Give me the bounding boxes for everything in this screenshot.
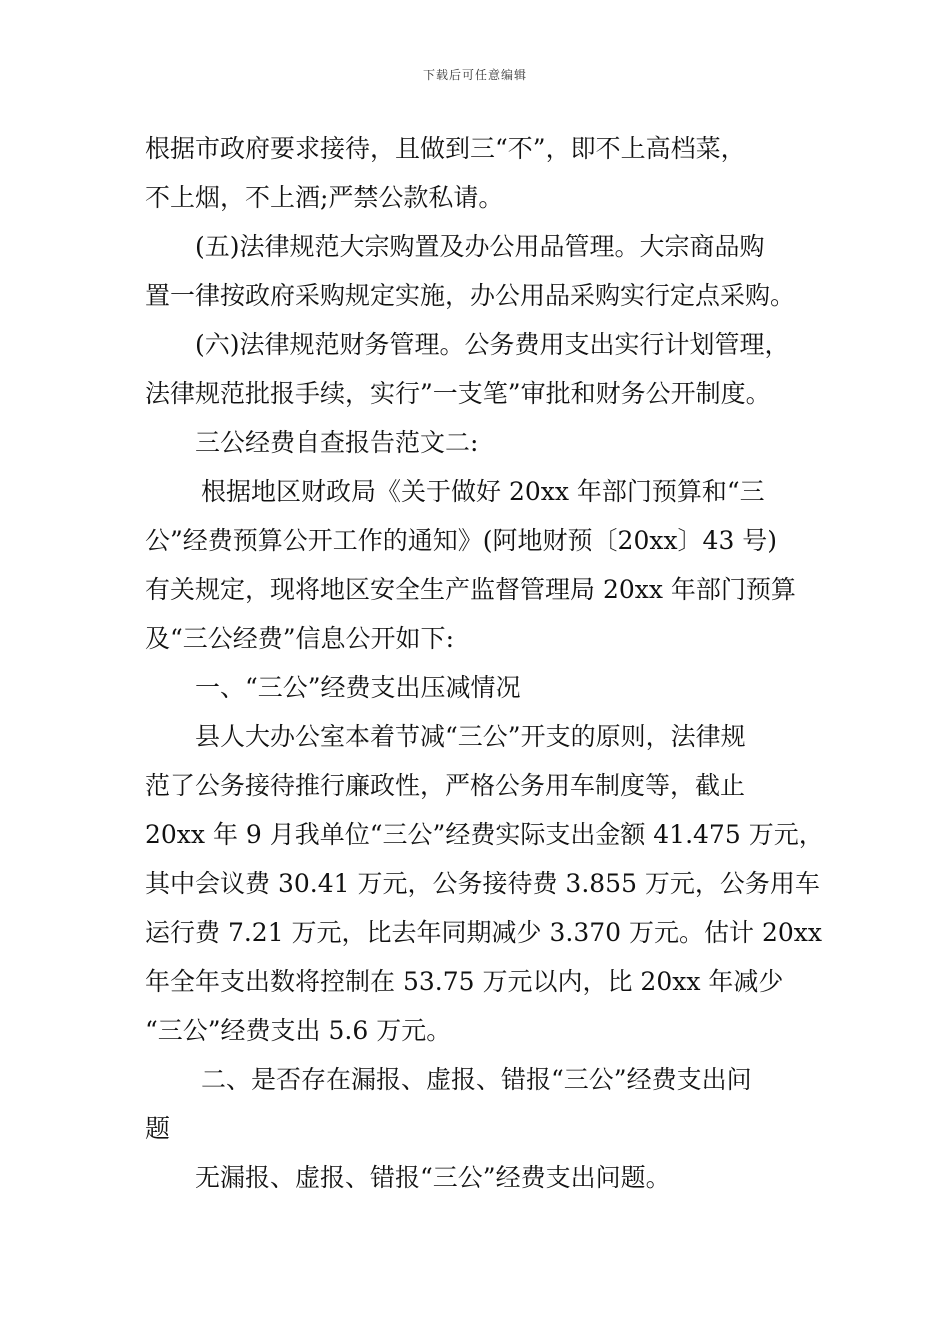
paragraph-line: 不上烟，不上酒;严禁公款私请。 [145,183,504,212]
paragraph-line: 其中会议费 30.41 万元，公务接待费 3.855 万元，公务用车 [145,869,820,898]
paragraph-line: 及“三公经费”信息公开如下: [145,624,454,653]
paragraph-line: 年全年支出数将控制在 53.75 万元以内，比 20xx 年减少 [145,967,784,996]
paragraph-line: “三公”经费支出 5.6 万元。 [145,1016,452,1045]
section-heading: 二、是否存在漏报、虚报、错报“三公”经费支出问 [201,1065,752,1094]
page-header-note: 下载后可任意编辑 [422,68,527,82]
paragraph-line: 范了公务接待推行廉政性，严格公务用车制度等，截止 [145,771,746,800]
paragraph-line: 根据市政府要求接待，且做到三“不”，即不上高档菜， [145,134,746,163]
section-heading: 一、“三公”经费支出压减情况 [195,673,521,702]
paragraph-line: 县人大办公室本着节减“三公”开支的原则，法律规 [195,722,746,751]
paragraph-line: (五)法律规范大宗购置及办公用品管理。大宗商品购 [195,232,765,261]
paragraph-line: (六)法律规范财务管理。公务费用支出实行计划管理， [195,330,790,359]
paragraph-line: 20xx 年 9 月我单位“三公”经费实际支出金额 41.475 万元， [145,820,824,849]
paragraph-line: 运行费 7.21 万元，比去年同期减少 3.370 万元。估计 20xx [145,918,822,947]
paragraph-line: 根据地区财政局《关于做好 20xx 年部门预算和“三 [201,477,765,506]
section-heading: 题 [145,1114,171,1143]
document-body [145,124,835,1202]
paragraph-line: 无漏报、虚报、错报“三公”经费支出问题。 [195,1163,671,1192]
paragraph-line: 法律规范批报手续，实行”一支笔”审批和财务公开制度。 [145,379,771,408]
section-heading: 三公经费自查报告范文二: [195,428,479,457]
paragraph-line: 公”经费预算公开工作的通知》(阿地财预〔20xx〕43 号) [145,526,778,555]
paragraph-line: 有关规定，现将地区安全生产监督管理局 20xx 年部门预算 [145,575,796,604]
paragraph-line: 置一律按政府采购规定实施，办公用品采购实行定点采购。 [145,281,796,310]
